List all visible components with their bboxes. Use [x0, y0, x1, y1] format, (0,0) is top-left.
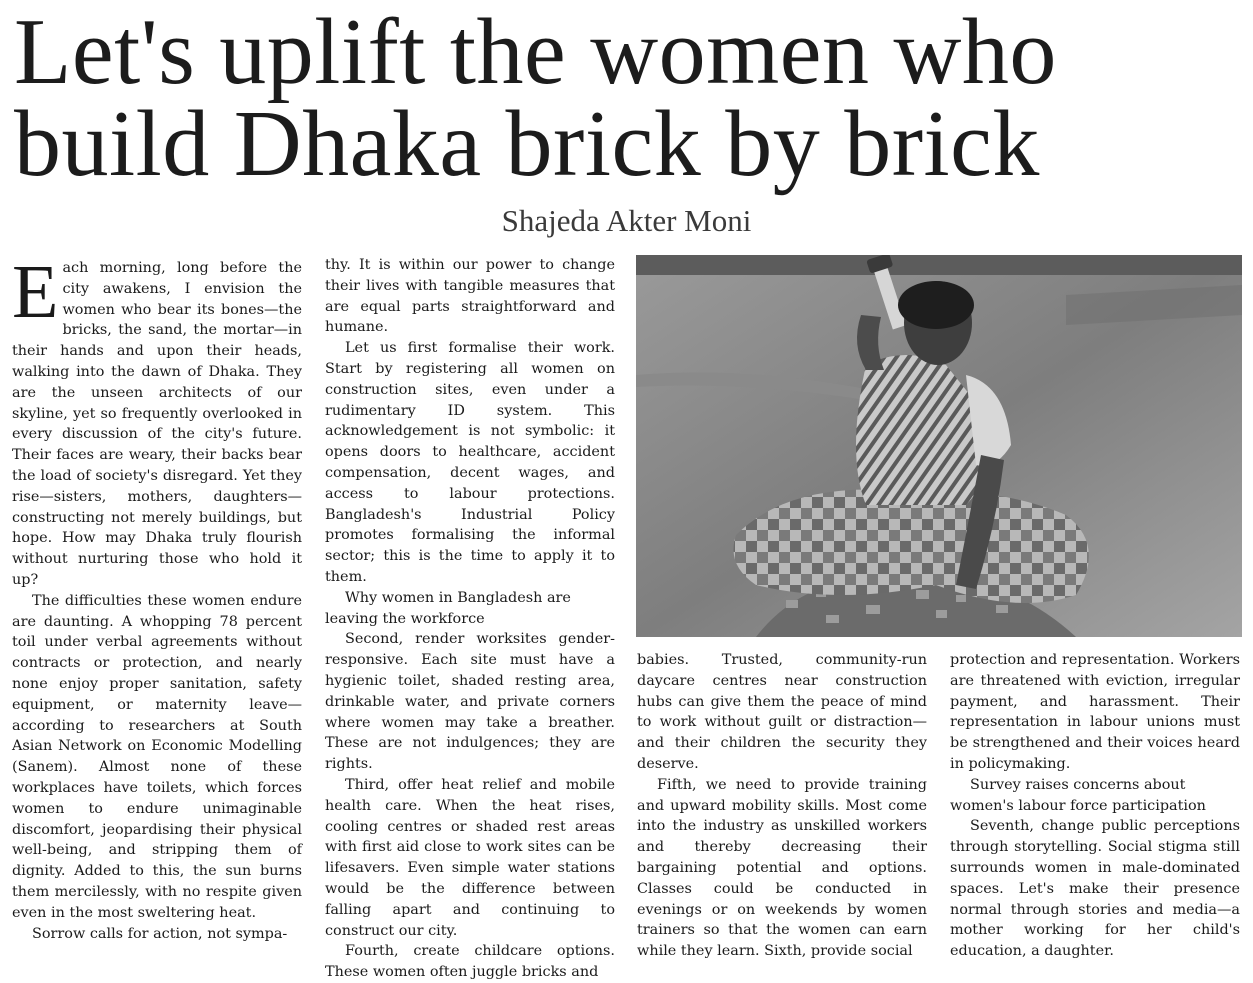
- woman-breaking-bricks-photo: [636, 255, 1242, 637]
- paragraph-text: ach morning, long before the city awakens, I envision the women who bear its bones—the bricks, the sand, the mortar—in their hands and upon their heads, walking into the dawn of Dhaka. They are the unseen architects of our skyline, yet so frequently overlooked in every discussion of the city's future. Their faces are weary, their backs bear the load of society's disregard. Yet they rise—sisters, mothers, daughters—constructing not merely buildings, but hope. How may Dhaka truly flourish without nurturing those who hold it up?: [12, 260, 302, 588]
- paragraph: thy. It is within our power to change their lives with tangible measures that are equal parts straightforward and humane.: [325, 257, 615, 336]
- article-column-2: [325, 255, 615, 981]
- article-column-1: [12, 250, 302, 978]
- related-article-link[interactable]: Survey raises concerns about women's labour force participation: [950, 776, 1206, 814]
- paragraph: protection and representation. Workers are threatened with eviction, irregular payment, and harassment. Their representation in labour unions must be strengthened and their voices heard in policymaking.: [950, 652, 1240, 772]
- drop-cap: E: [12, 250, 59, 334]
- paragraph: Fifth, we need to provide training and upward mobility skills. Most come into the industry as unskilled workers and thereby decreasing their bargaining potential and options. Classes could be conducted in evenings or on weekends by women trainers so that the women can earn while they learn. Sixth, provide social: [637, 776, 927, 960]
- paragraph: [12, 250, 302, 591]
- headline-line-1: Let's uplift the women who: [14, 0, 1057, 104]
- paragraph: The difficulties these women endure are daunting. A whopping 78 percent toil under verbal agreements without contracts or protection, and nearly none enjoy proper sanitation, safety equipment, or maternity leave—according to researchers at South Asian Network on Economic Modelling (Sanem). Almost none of these workplaces have toilets, which forces women to endure unimaginable discomfort, jeopardising their physical well-being, and stripping them of dignity. Added to this, the sun burns them mercilessly, with no respite given even in the most sweltering heat.: [12, 592, 302, 921]
- paragraph: Seventh, change public perceptions through storytelling. Social stigma still surrounds women in male-dominated spaces. Let's make their presence normal through stories and media—a mother working for her child's education, a daughter.: [950, 818, 1240, 960]
- paragraph: Fourth, create childcare options. These women often juggle bricks and: [325, 943, 615, 981]
- paragraph: babies. Trusted, community-run daycare centres near construction hubs can give them the peace of mind to work without guilt or distraction—and their children the security they deserve.: [637, 652, 927, 772]
- paragraph: Second, render worksites gender-responsive. Each site must have a hygienic toilet, shaded resting area, drinkable water, and private corners where women may take a breather. These are not indulgences; they are rights.: [325, 631, 615, 773]
- paragraph: Let us first formalise their work. Start by registering all women on construction sites, even under a rudimentary ID system. This acknowledgement is not symbolic: it opens doors to healthcare, accident compensation, decent wages, and access to labour protections. Bangladesh's Industrial Policy promotes formalising the informal sector; this is the time to apply it to them.: [325, 340, 615, 585]
- photo-illustration: [636, 255, 1242, 637]
- article-column-3: [637, 650, 927, 978]
- paragraph: Third, offer heat relief and mobile health care. When the heat rises, cooling centres or shaded rest areas with first aid close to work sites can be lifesavers. Even simple water stations would be the difference between falling apart and continuing to construct our city.: [325, 776, 615, 939]
- headline-line-2: build Dhaka brick by brick: [14, 92, 1040, 196]
- related-article-link[interactable]: Why women in Bangladesh are leaving the workforce: [325, 589, 571, 627]
- article-column-4: [950, 650, 1240, 978]
- headline: [14, 0, 1244, 196]
- paragraph: Sorrow calls for action, not sympa-: [32, 925, 288, 942]
- byline: Shajeda Akter Moni: [501, 203, 752, 238]
